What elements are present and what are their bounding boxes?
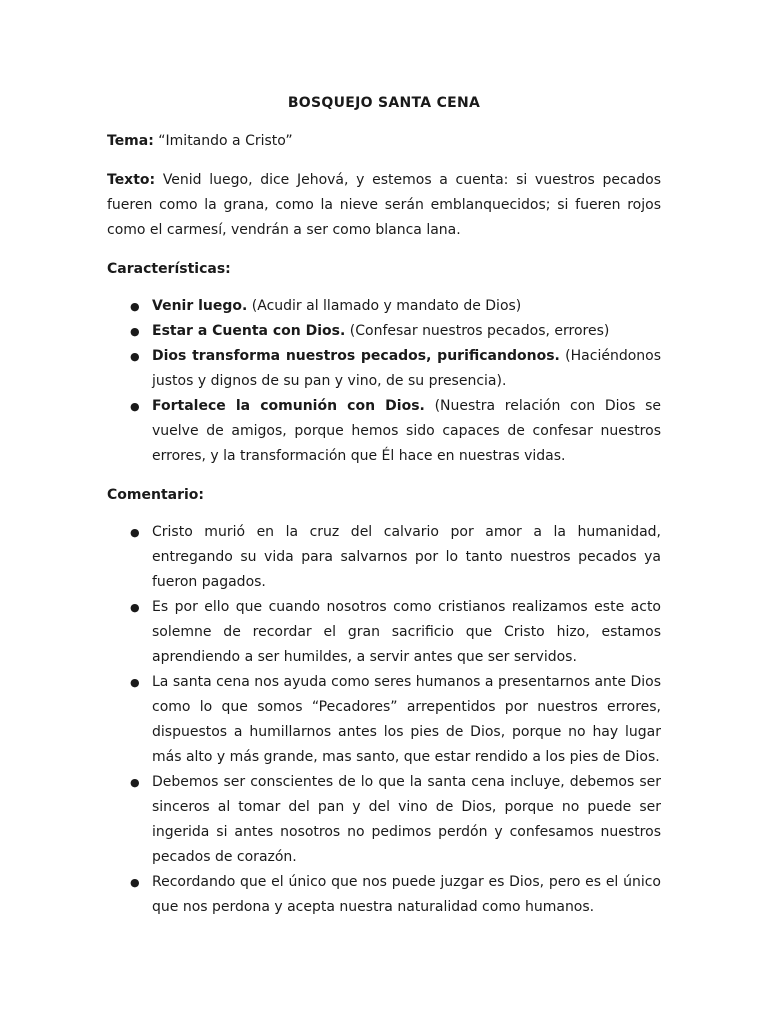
item-text: La santa cena nos ayuda como seres humanos a presentarnos ante Dios como lo que somos “Pecadores” arrepentidos por nuestros errores, dispuestos a humillarnos antes los pies de Dios, porque no hay lugar más alto y más grande, mas santo, que estar rendido a los pies de Dios. — [152, 674, 661, 765]
comentario-heading: Comentario: — [107, 487, 205, 503]
list-item — [130, 294, 661, 319]
list-item — [130, 595, 661, 670]
list-item — [130, 344, 661, 394]
item-bold: Dios transforma nuestros pecados, purificandonos. — [152, 348, 560, 364]
texto-paragraph — [107, 168, 661, 243]
bullet-icon: ● — [130, 300, 140, 313]
item-text: Es por ello que cuando nosotros como cristianos realizamos este acto solemne de recordar el gran sacrificio que Cristo hizo, estamos aprendiendo a ser humildes, a servir antes que ser servidos. — [152, 599, 661, 665]
item-bold: Venir luego. — [152, 298, 248, 314]
tema-label: Tema: — [107, 133, 154, 149]
item-text: Debemos ser conscientes de lo que la santa cena incluye, debemos ser sinceros al tomar del pan y del vino de Dios, porque no puede ser ingerida si antes nosotros no pedimos perdón y confesamos nuestros pecados de corazón. — [152, 774, 661, 865]
bullet-icon: ● — [130, 400, 140, 413]
item-text: (Nuestra relación con Dios se vuelve de amigos, porque hemos sido capaces de confesar nuestros errores, y la transformación que Él hace en nuestras vidas. — [152, 398, 662, 464]
item-text: (Haciéndonos justos y dignos de su pan y vino, de su presencia). — [152, 348, 661, 389]
list-item — [130, 520, 661, 595]
bullet-icon: ● — [130, 325, 140, 338]
texto-value: Venid luego, dice Jehová, y estemos a cuenta: si vuestros pecados fueren como la grana, como la nieve serán emblanquecidos; si fueren rojos como el carmesí, vendrán a ser como blanca lana. — [107, 172, 661, 238]
caracteristicas-list — [107, 294, 661, 469]
list-item — [130, 394, 662, 469]
bullet-icon: ● — [130, 601, 140, 614]
item-text: (Acudir al llamado y mandato de Dios) — [251, 298, 522, 314]
item-text: (Confesar nuestros pecados, errores) — [349, 323, 610, 339]
item-text: Cristo murió en la cruz del calvario por amor a la humanidad, entregando su vida para salvarnos por lo tanto nuestros pecados ya fueron pagados. — [152, 524, 661, 590]
item-bold: Estar a Cuenta con Dios. — [152, 323, 346, 339]
item-bold: Fortalece la comunión con Dios. — [152, 398, 425, 414]
tema-value: “Imitando a Cristo” — [158, 133, 293, 149]
bullet-icon: ● — [130, 350, 140, 363]
list-item — [130, 319, 661, 344]
texto-label: Texto: — [107, 172, 156, 188]
bullet-icon: ● — [130, 676, 140, 689]
bullet-icon: ● — [130, 776, 140, 789]
list-item — [130, 870, 661, 920]
bullet-icon: ● — [130, 876, 140, 889]
list-item — [130, 670, 661, 770]
comentario-list — [107, 520, 661, 920]
tema-paragraph — [107, 129, 661, 154]
item-text: Recordando que el único que nos puede juzgar es Dios, pero es el único que nos perdona y acepta nuestra naturalidad como humanos. — [152, 874, 661, 915]
bullet-icon: ● — [130, 526, 140, 539]
document-page — [107, 92, 661, 934]
caracteristicas-heading: Características: — [107, 261, 231, 277]
list-item — [130, 770, 661, 870]
document-title: BOSQUEJO SANTA CENA — [287, 95, 481, 111]
